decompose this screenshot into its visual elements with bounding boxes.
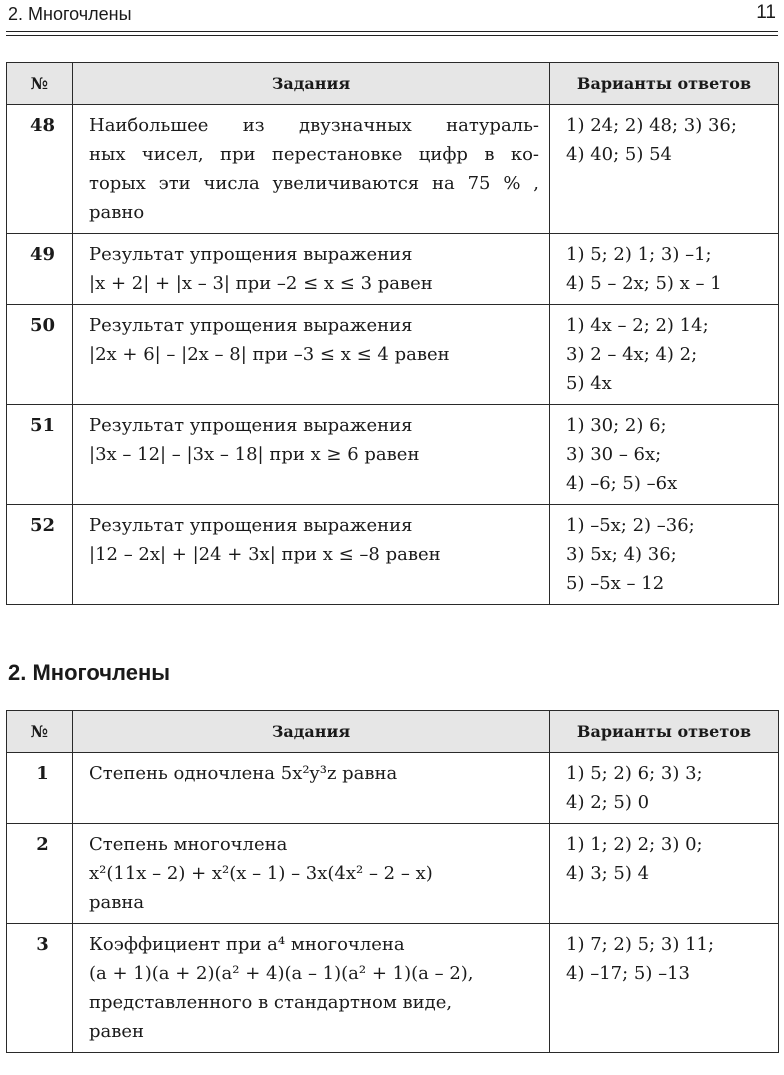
answer-line: 3) 2 – 4x; 4) 2;	[566, 344, 698, 365]
column-header-answers: Варианты ответов	[550, 711, 779, 753]
task-number: 49	[7, 234, 73, 305]
answer-line: 3) 30 – 6x;	[566, 444, 662, 465]
column-header-number: №	[7, 711, 73, 753]
task-number: 52	[7, 505, 73, 605]
section-heading: 2. Многочлены	[8, 660, 171, 685]
task-text	[73, 824, 550, 924]
answer-options	[550, 824, 779, 924]
task-line: Степень одночлена 5x²y³z равна	[89, 763, 398, 784]
task-line: |12 – 2x| + |24 + 3x| при x ≤ –8 равен	[89, 544, 441, 565]
table-header-row	[7, 63, 779, 105]
task-line: |x + 2| + |x – 3| при –2 ≤ x ≤ 3 равен	[89, 273, 433, 294]
task-number: 3	[7, 924, 73, 1053]
answer-options	[550, 105, 779, 234]
answer-options	[550, 234, 779, 305]
task-text	[73, 405, 550, 505]
task-text	[73, 924, 550, 1053]
task-line: (a + 1)(a + 2)(a² + 4)(a – 1)(a² + 1)(a – 2),	[89, 963, 474, 984]
answer-options	[550, 405, 779, 505]
page-number: 11	[756, 2, 776, 23]
running-head-title: 2. Многочлены	[8, 4, 132, 24]
task-number: 50	[7, 305, 73, 405]
task-number: 48	[7, 105, 73, 234]
task-text	[73, 753, 550, 824]
task-line: представленного в стандартном виде,	[89, 992, 453, 1013]
header-rule	[6, 31, 778, 32]
table-row	[7, 924, 779, 1053]
answer-options	[550, 505, 779, 605]
answer-line: 1) 4x – 2; 2) 14;	[566, 315, 709, 336]
task-line: торых эти числа увеличиваются на 75 % ,	[89, 173, 539, 194]
answer-line: 5) –5x – 12	[566, 573, 665, 594]
answer-line: 1) 5; 2) 1; 3) –1;	[566, 244, 712, 265]
answer-line: 3) 5x; 4) 36;	[566, 544, 677, 565]
task-number: 2	[7, 824, 73, 924]
task-line: равен	[89, 1021, 145, 1042]
answer-line: 1) –5x; 2) –36;	[566, 515, 695, 536]
table-row	[7, 505, 779, 605]
answer-line: 4) 5 – 2x; 5) x – 1	[566, 273, 722, 294]
running-head	[0, 0, 784, 40]
answer-line: 4) –17; 5) –13	[566, 963, 690, 984]
answer-options	[550, 305, 779, 405]
answer-line: 4) 40; 5) 54	[566, 144, 672, 165]
table-header-row	[7, 711, 779, 753]
table-row	[7, 305, 779, 405]
task-number: 51	[7, 405, 73, 505]
answer-line: 1) 1; 2) 2; 3) 0;	[566, 834, 703, 855]
task-number: 1	[7, 753, 73, 824]
task-text	[73, 305, 550, 405]
tasks-table-polynomials	[6, 710, 779, 1053]
header-rule-thin	[6, 35, 778, 36]
task-text	[73, 234, 550, 305]
answer-line: 5) 4x	[566, 373, 612, 394]
answer-line: 4) 2; 5) 0	[566, 792, 650, 813]
answer-line: 4) 3; 5) 4	[566, 863, 650, 884]
answer-line: 1) 7; 2) 5; 3) 11;	[566, 934, 715, 955]
task-text	[73, 505, 550, 605]
task-line: Результат упрощения выражения	[89, 244, 413, 265]
task-line: равна	[89, 892, 145, 913]
task-text	[73, 105, 550, 234]
task-line: ных чисел, при перестановке цифр в ко-	[89, 144, 539, 165]
answer-line: 1) 24; 2) 48; 3) 36;	[566, 115, 737, 136]
task-line: Коэффициент при a⁴ многочлена	[89, 934, 405, 955]
answer-line: 1) 5; 2) 6; 3) 3;	[566, 763, 703, 784]
answer-options	[550, 924, 779, 1053]
task-line: Результат упрощения выражения	[89, 515, 413, 536]
tasks-table-continued	[6, 62, 779, 605]
task-line: равно	[89, 202, 145, 223]
table-row	[7, 824, 779, 924]
task-line: Степень многочлена	[89, 834, 288, 855]
task-line: x²(11x – 2) + x²(x – 1) – 3x(4x² – 2 – x)	[89, 863, 433, 884]
table-row	[7, 405, 779, 505]
task-line: Результат упрощения выражения	[89, 415, 413, 436]
answer-options	[550, 753, 779, 824]
column-header-task: Задания	[73, 711, 550, 753]
task-line: |3x – 12| – |3x – 18| при x ≥ 6 равен	[89, 444, 420, 465]
column-header-task: Задания	[73, 63, 550, 105]
table-row	[7, 753, 779, 824]
task-line: Результат упрощения выражения	[89, 315, 413, 336]
column-header-number: №	[7, 63, 73, 105]
answer-line: 4) –6; 5) –6x	[566, 473, 678, 494]
table-row	[7, 105, 779, 234]
task-line: Наибольшее из двузначных натураль-	[89, 115, 539, 136]
column-header-answers: Варианты ответов	[550, 63, 779, 105]
task-line: |2x + 6| – |2x – 8| при –3 ≤ x ≤ 4 равен	[89, 344, 450, 365]
answer-line: 1) 30; 2) 6;	[566, 415, 667, 436]
table-row	[7, 234, 779, 305]
